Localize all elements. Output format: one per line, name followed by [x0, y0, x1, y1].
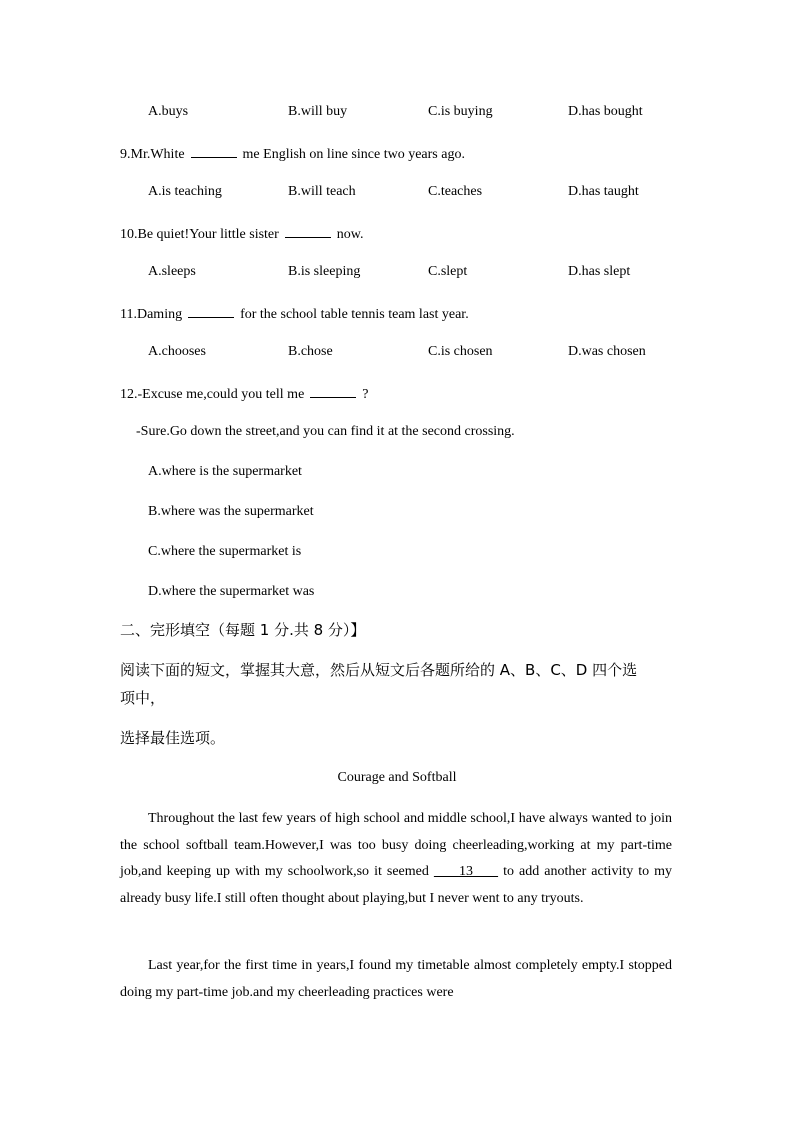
- blank-13: [434, 864, 498, 879]
- paragraph-1-before: Throughout the last few years of high school and middle school,I have always wanted to join the school softball team.However,I was too busy doing cheerleading,working at my part-time job,and keeping up with my schoolwork,so it seemed: [120, 811, 672, 879]
- q12-option-b: B.where was the supermarket: [148, 504, 314, 519]
- passage-paragraph-1: [120, 806, 672, 912]
- q10-stem-after: now.: [336, 227, 364, 242]
- blank-13-number: 13: [458, 864, 473, 879]
- passage-paragraph-2: [120, 953, 672, 1006]
- q9-option-d: D.has taught: [568, 184, 639, 199]
- q10-blank: [285, 223, 331, 238]
- q8-option-c: C.is buying: [428, 104, 493, 119]
- q9-option-b: B.will teach: [288, 184, 356, 199]
- q10-option-b: B.is sleeping: [288, 264, 361, 279]
- q11-option-c: C.is chosen: [428, 344, 493, 359]
- q9-stem-after: me English on line since two years ago.: [242, 147, 465, 162]
- q12-stem: [120, 383, 369, 404]
- q9-stem: [120, 143, 465, 164]
- instruction-line-1: 阅读下面的短文，掌握其大意，然后从短文后各题所给的 A、B、C、D 四个选: [120, 661, 638, 679]
- q8-option-a: A.buys: [148, 104, 189, 119]
- q12-stem-after: ?: [362, 387, 369, 402]
- q10-option-c: C.slept: [428, 264, 468, 279]
- q9-blank: [191, 143, 237, 158]
- paragraph-1-after: to add another activity to my already busy life.I still often thought about playing,but I never went to any tryouts.: [120, 864, 673, 906]
- q11-option-a: A.chooses: [148, 344, 206, 359]
- q10-option-a: A.sleeps: [148, 264, 196, 279]
- q10-stem: [120, 223, 364, 244]
- q9-stem-before: 9.Mr.White: [120, 147, 185, 162]
- q11-option-b: B.chose: [288, 344, 333, 359]
- q12-option-a: A.where is the supermarket: [148, 464, 302, 479]
- passage-title: Courage and Softball: [337, 770, 457, 785]
- q11-stem-after: for the school table tennis team last year.: [240, 307, 469, 322]
- instruction-line-3: 选择最佳选项。: [120, 729, 226, 747]
- q11-stem: [120, 303, 469, 324]
- q9-option-a: A.is teaching: [148, 184, 222, 199]
- q11-stem-before: 11.Daming: [120, 307, 183, 322]
- q12-reply: -Sure.Go down the street,and you can find it at the second crossing.: [136, 424, 515, 439]
- q12-stem-before: 12.-Excuse me,could you tell me: [120, 387, 305, 402]
- q8-option-d: D.has bought: [568, 104, 643, 119]
- section-heading: 二、完形填空（每题 1 分.共 8 分）】: [120, 621, 366, 639]
- q12-blank: [310, 383, 356, 398]
- q11-blank: [188, 303, 234, 318]
- q8-option-b: B.will buy: [288, 104, 348, 119]
- q10-option-d: D.has slept: [568, 264, 631, 279]
- q12-option-d: D.where the supermarket was: [148, 584, 315, 599]
- q12-option-c: C.where the supermarket is: [148, 544, 302, 559]
- paragraph-2-text: Last year,for the first time in years,I found my timetable almost completely empty.I stopped doing my part-time job.and my cheerleading practices were: [120, 958, 672, 1000]
- q11-option-d: D.was chosen: [568, 344, 646, 359]
- instruction-line-2: 项中，: [120, 689, 166, 707]
- q9-option-c: C.teaches: [428, 184, 483, 199]
- q10-stem-before: 10.Be quiet!Your little sister: [120, 227, 279, 242]
